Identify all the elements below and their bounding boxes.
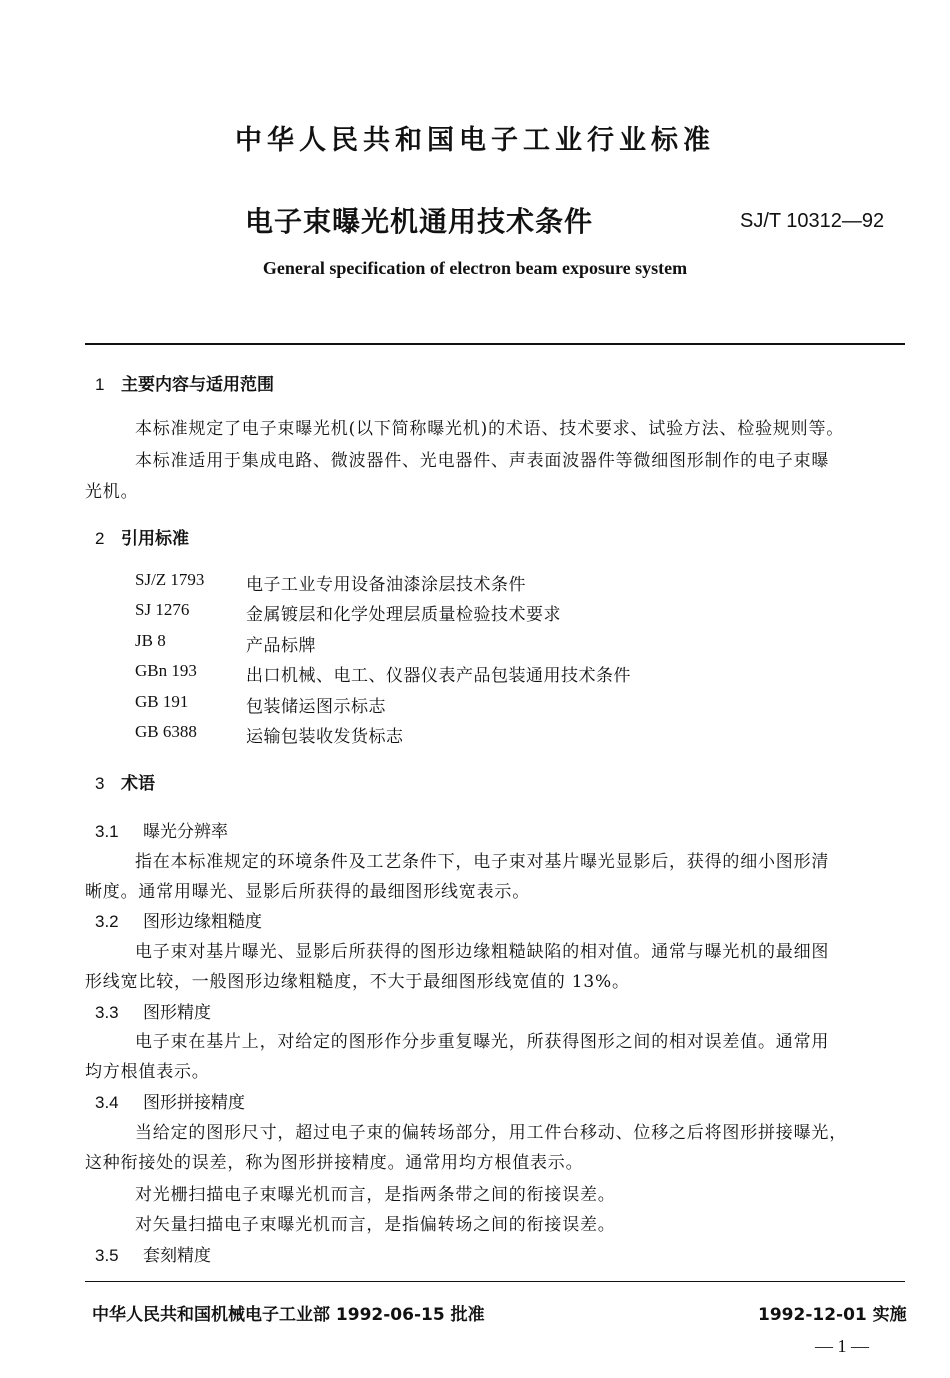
standard-code: SJ/T 10312—92	[740, 210, 885, 232]
paragraph: 当给定的图形尺寸，超过电子束的偏转场部分，用工件台移动、位移之后将图形拼接曝光，	[135, 1123, 847, 1143]
subsection-title: 图形精度	[143, 1003, 211, 1023]
reference-title: 运输包装收发货标志	[246, 727, 404, 747]
reference-code: GB 191	[135, 692, 189, 711]
subsection-number: 3.2	[95, 912, 119, 931]
reference-title: 金属镀层和化学处理层质量检验技术要求	[246, 605, 561, 625]
section-number: 1	[95, 375, 105, 394]
section-1-heading	[95, 370, 274, 395]
footer-divider	[85, 1281, 905, 1282]
subsection-number: 3.3	[95, 1003, 119, 1022]
reference-code: SJ 1276	[135, 600, 190, 619]
english-title: General specification of electron beam exposure system	[262, 258, 688, 278]
subsection-title: 图形拼接精度	[143, 1093, 245, 1113]
reference-title: 产品标牌	[246, 636, 316, 656]
section-title: 引用标准	[121, 529, 189, 549]
subsection-number: 3.4	[95, 1093, 119, 1112]
paragraph: 本标准适用于集成电路、微波器件、光电器件、声表面波器件等微细图形制作的电子束曝	[135, 451, 830, 471]
paragraph: 对矢量扫描电子束曝光机而言，是指偏转场之间的衔接误差。	[135, 1215, 616, 1235]
subsection-3-4-heading	[95, 1088, 245, 1113]
section-2-heading	[95, 524, 189, 549]
subsection-number: 3.1	[95, 822, 119, 841]
subsection-3-5-heading	[95, 1241, 211, 1266]
subsection-3-1-heading	[95, 817, 228, 842]
subsection-title: 套刻精度	[143, 1246, 211, 1266]
section-number: 3	[95, 774, 105, 793]
section-title: 术语	[121, 774, 155, 794]
subsection-3-3-heading	[95, 998, 211, 1023]
paragraph: 对光栅扫描电子束曝光机而言，是指两条带之间的衔接误差。	[135, 1185, 616, 1205]
reference-code: GBn 193	[135, 661, 197, 680]
paragraph: 形线宽比较，一般图形边缘粗糙度，不大于最细图形线宽值的 13%。	[85, 972, 630, 992]
paragraph: 光机。	[85, 482, 139, 502]
section-title: 主要内容与适用范围	[121, 375, 274, 395]
paragraph: 电子束在基片上，对给定的图形作分步重复曝光，所获得图形之间的相对误差值。通常用	[135, 1032, 830, 1052]
paragraph: 晰度。通常用曝光、显影后所获得的最细图形线宽表示。	[85, 882, 530, 902]
page-number: — 1 —	[815, 1336, 869, 1356]
reference-title: 出口机械、电工、仪器仪表产品包装通用技术条件	[246, 666, 631, 686]
reference-code: SJ/Z 1793	[135, 570, 205, 589]
section-3-heading	[95, 769, 155, 794]
section-number: 2	[95, 529, 105, 548]
reference-code: GB 6388	[135, 722, 197, 741]
subsection-3-2-heading	[95, 907, 262, 932]
subsection-number: 3.5	[95, 1246, 119, 1265]
document-title: 电子束曝光机通用技术条件	[245, 205, 594, 238]
subsection-title: 图形边缘粗糙度	[143, 912, 262, 932]
reference-title: 包装储运图示标志	[246, 697, 386, 717]
effective-date: 1992-12-01 实施	[758, 1305, 907, 1325]
header-divider	[85, 343, 905, 345]
paragraph: 指在本标准规定的环境条件及工艺条件下，电子束对基片曝光显影后，获得的细小图形清	[135, 852, 830, 872]
paragraph: 均方根值表示。	[85, 1062, 210, 1082]
paragraph: 电子束对基片曝光、显影后所获得的图形边缘粗糙缺陷的相对值。通常与曝光机的最细图	[135, 942, 830, 962]
paragraph: 这种衔接处的误差，称为图形拼接精度。通常用均方根值表示。	[85, 1153, 584, 1173]
paragraph: 本标准规定了电子束曝光机(以下简称曝光机)的术语、技术要求、试验方法、检验规则等。	[135, 419, 845, 439]
issuing-agency: 中华人民共和国电子工业行业标准	[235, 125, 715, 156]
subsection-title: 曝光分辨率	[143, 822, 228, 842]
approval-statement: 中华人民共和国机械电子工业部 1992-06-15 批准	[92, 1305, 485, 1325]
reference-title: 电子工业专用设备油漆涂层技术条件	[246, 575, 526, 595]
reference-code: JB 8	[135, 631, 166, 650]
